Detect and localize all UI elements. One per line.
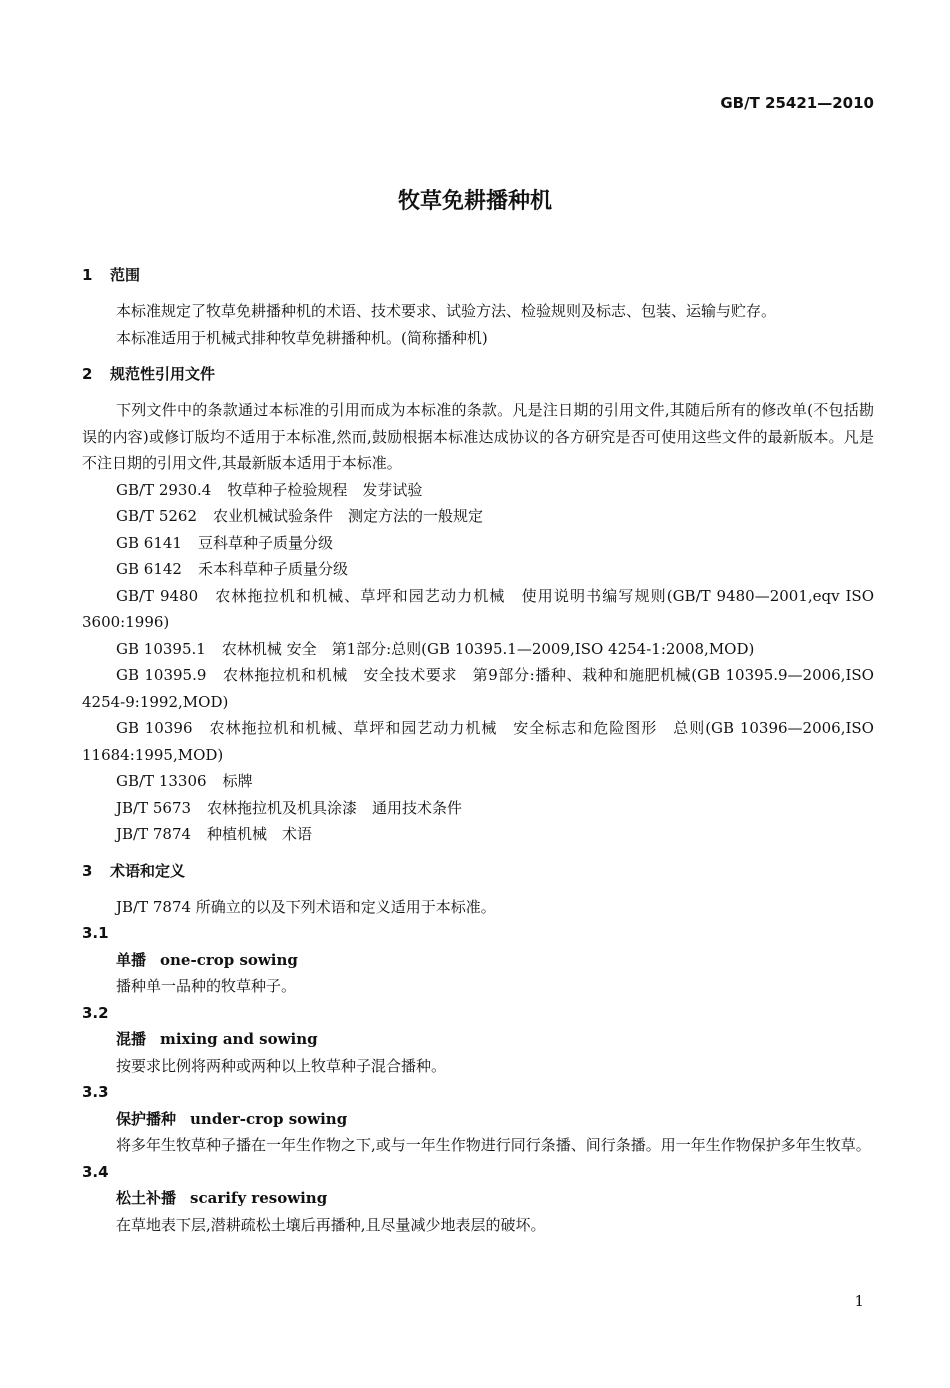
term-entry xyxy=(82,947,874,974)
paragraph: JB/T 7874 所确立的以及下列术语和定义适用于本标准。 xyxy=(116,897,496,916)
reference-name: 农林机械 安全 第1部分:总则(GB 10395.1—2009,ISO 4254-1:2008,MOD) xyxy=(221,639,755,658)
reference-name: 标牌 xyxy=(222,772,253,790)
reference-code: JB/T 7874 xyxy=(116,825,192,843)
reference-code: GB/T 9480 xyxy=(116,586,199,605)
reference-item xyxy=(82,503,874,530)
reference-item xyxy=(82,477,874,504)
reference-item xyxy=(82,715,874,768)
term-definition: 播种单一品种的牧草种子。 xyxy=(116,977,297,995)
section-number: 1 xyxy=(82,266,93,284)
page-number: 1 xyxy=(854,1292,864,1310)
reference-code: GB/T 13306 xyxy=(116,772,207,790)
paragraph: 下列文件中的条款通过本标准的引用而成为本标准的条款。凡是注日期的引用文件,其随后所有的修改单(不包括勘误的内容)或修订版均不适用于本标准,然而,鼓励根据本标准达成协议的各方研究是否可使用这些文件的最新版本。凡是不注日期的引用文件,其最新版本适用于本标准。 xyxy=(82,401,874,472)
reference-code: GB 6142 xyxy=(116,560,182,578)
term-chinese: 单播 xyxy=(116,950,147,969)
term-english: scarify resowing xyxy=(190,1189,328,1207)
reference-name: 牧草种子检验规程 发芽试验 xyxy=(227,480,423,499)
term-number: 3.1 xyxy=(82,924,109,942)
term-english: under-crop sowing xyxy=(190,1109,348,1128)
reference-item xyxy=(82,821,874,848)
section-number: 2 xyxy=(82,365,93,383)
section-title: 规范性引用文件 xyxy=(110,365,216,383)
section-3-heading xyxy=(82,858,874,884)
reference-code: GB/T 2930.4 xyxy=(116,480,212,499)
reference-item xyxy=(82,768,874,795)
section-2-heading xyxy=(82,361,874,387)
document-body xyxy=(82,262,874,1238)
section-title: 术语和定义 xyxy=(110,861,186,880)
reference-item xyxy=(82,556,874,583)
term-definition: 按要求比例将两种或两种以上牧草种子混合播种。 xyxy=(116,1056,447,1075)
term-definition: 将多年生牧草种子播在一年生作物之下,或与一年生作物进行同行条播、间行条播。用一年生作物保护多年生牧草。 xyxy=(116,1136,871,1154)
term-entry xyxy=(82,1106,874,1133)
reference-name: 农林拖拉机和机械 安全技术要求 第9部分:播种、栽种和施肥机械(GB 10395.9—2006,ISO 4254-9:1992,MOD) xyxy=(82,666,874,711)
reference-name: 农林拖拉机和机械、草坪和园艺动力机械 使用说明书编写规则(GB/T 9480—2001,eqv ISO 3600:1996) xyxy=(82,586,874,631)
term-english: one-crop sowing xyxy=(160,950,298,969)
reference-name: 农林拖拉机和机械、草坪和园艺动力机械 安全标志和危险图形 总则(GB 10396—2006,ISO 11684:1995,MOD) xyxy=(82,719,874,764)
section-1-heading xyxy=(82,262,874,288)
paragraph: 本标准适用于机械式排种牧草免耕播种机。(简称播种机) xyxy=(116,328,488,347)
standard-number: GB/T 25421—2010 xyxy=(720,94,874,112)
reference-item xyxy=(82,795,874,822)
reference-name: 豆科草种子质量分级 xyxy=(197,533,333,552)
reference-code: GB/T 5262 xyxy=(116,507,198,525)
term-number: 3.3 xyxy=(82,1083,109,1101)
term-number: 3.4 xyxy=(82,1162,109,1181)
reference-code: JB/T 5673 xyxy=(116,798,192,817)
reference-code: GB 10395.9 xyxy=(116,666,207,684)
document-title: 牧草免耕播种机 xyxy=(397,189,552,214)
reference-name: 禾本科草种子质量分级 xyxy=(197,560,348,578)
paragraph: 本标准规定了牧草免耕播种机的术语、技术要求、试验方法、检验规则及标志、包装、运输与贮存。 xyxy=(116,302,777,320)
reference-name: 农林拖拉机及机具涂漆 通用技术条件 xyxy=(207,798,463,817)
term-chinese: 松土补播 xyxy=(116,1189,177,1207)
reference-code: GB 10395.1 xyxy=(116,639,206,658)
reference-name: 种植机械 术语 xyxy=(207,825,313,843)
term-entry xyxy=(82,1185,874,1212)
term-english: mixing and sowing xyxy=(160,1030,318,1048)
reference-item xyxy=(82,530,874,557)
reference-code: GB 10396 xyxy=(116,719,193,737)
term-number: 3.2 xyxy=(82,1003,109,1022)
reference-name: 农业机械试验条件 测定方法的一般规定 xyxy=(213,507,484,525)
reference-item xyxy=(82,636,874,663)
term-chinese: 混播 xyxy=(116,1030,147,1048)
reference-item xyxy=(82,662,874,715)
reference-item xyxy=(82,583,874,636)
reference-code: GB 6141 xyxy=(116,533,182,552)
term-definition: 在草地表下层,潜耕疏松土壤后再播种,且尽量减少地表层的破坏。 xyxy=(116,1215,546,1234)
term-chinese: 保护播种 xyxy=(116,1109,177,1128)
section-title: 范围 xyxy=(110,266,141,284)
term-entry xyxy=(82,1026,874,1053)
section-number: 3 xyxy=(82,861,93,880)
